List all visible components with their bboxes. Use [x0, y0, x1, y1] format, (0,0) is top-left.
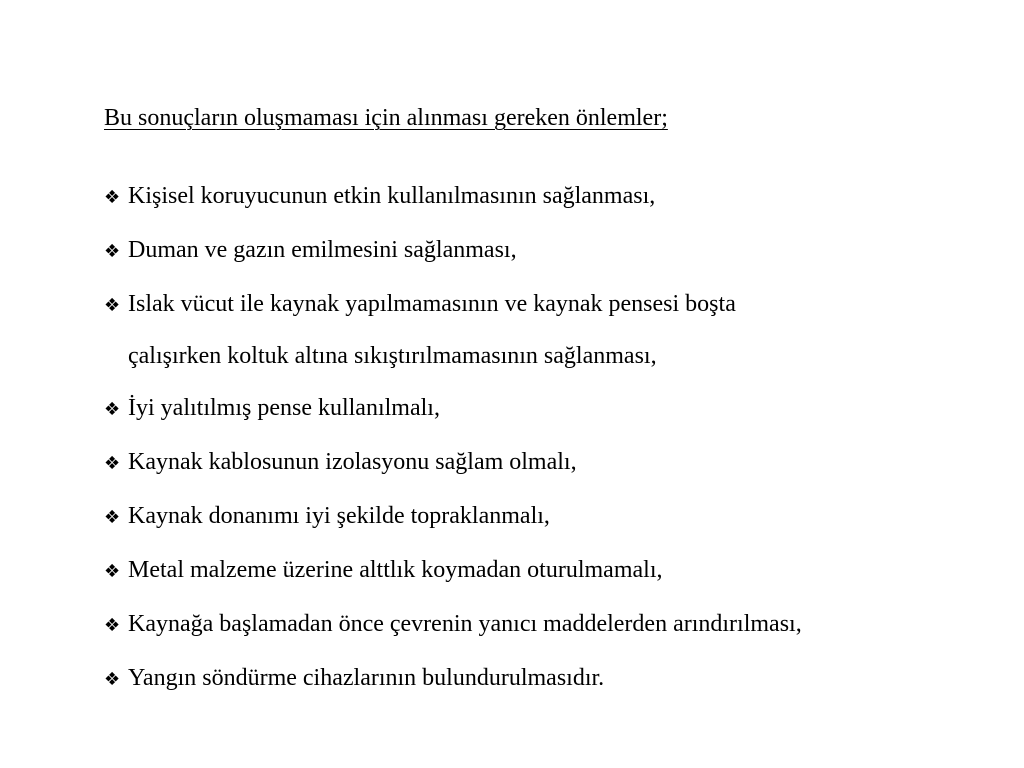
diamond-bullet-icon: ❖	[104, 187, 121, 208]
list-item	[104, 663, 1004, 695]
list-item-text	[128, 555, 662, 585]
precautions-list	[104, 181, 1004, 717]
list-item-text	[128, 289, 736, 371]
list-item-text	[128, 235, 517, 265]
list-item-line: Metal malzeme üzerine alttlık koymadan oturulmamalı,	[128, 557, 663, 583]
diamond-bullet-icon: ❖	[104, 295, 121, 316]
diamond-bullet-icon: ❖	[104, 241, 121, 262]
list-item-text	[128, 393, 440, 423]
diamond-bullet-icon: ❖	[104, 399, 121, 420]
list-item	[104, 447, 1004, 479]
list-item-text	[128, 447, 577, 477]
list-item-text	[128, 501, 550, 531]
diamond-bullet-icon: ❖	[104, 561, 121, 582]
list-item-line: Kaynak kablosunun izolasyonu sağlam olmalı,	[128, 449, 577, 475]
list-item	[104, 501, 1004, 533]
list-item-line: Duman ve gazın emilmesini sağlanması,	[128, 237, 517, 263]
list-item-line: Kaynağa başlamadan önce çevrenin yanıcı maddelerden arındırılması,	[128, 611, 802, 637]
list-item-line: çalışırken koltuk altına sıkıştırılmamasının sağlanması,	[128, 343, 657, 369]
list-item-line: İyi yalıtılmış pense kullanılmalı,	[128, 395, 440, 421]
list-item	[104, 555, 1004, 587]
list-item	[104, 609, 1004, 641]
list-item	[104, 181, 1004, 213]
list-item	[104, 289, 1004, 371]
diamond-bullet-icon: ❖	[104, 507, 121, 528]
list-item-line: Kaynak donanımı iyi şekilde topraklanmalı,	[128, 503, 550, 529]
slide-heading: Bu sonuçların oluşmaması için alınması gereken önlemler;	[104, 105, 668, 131]
list-item-line: Yangın söndürme cihazlarının bulundurulmasıdır.	[128, 665, 605, 691]
list-item-line: Kişisel koruyucunun etkin kullanılmasının sağlanması,	[128, 183, 656, 209]
list-item-text	[128, 181, 655, 211]
diamond-bullet-icon: ❖	[104, 615, 121, 636]
list-item-text	[128, 609, 802, 639]
diamond-bullet-icon: ❖	[104, 669, 121, 690]
list-item-line: Islak vücut ile kaynak yapılmamasının ve kaynak pensesi boşta	[128, 291, 736, 317]
diamond-bullet-icon: ❖	[104, 453, 121, 474]
list-item	[104, 235, 1004, 267]
list-item-text	[128, 663, 604, 693]
list-item	[104, 393, 1004, 425]
